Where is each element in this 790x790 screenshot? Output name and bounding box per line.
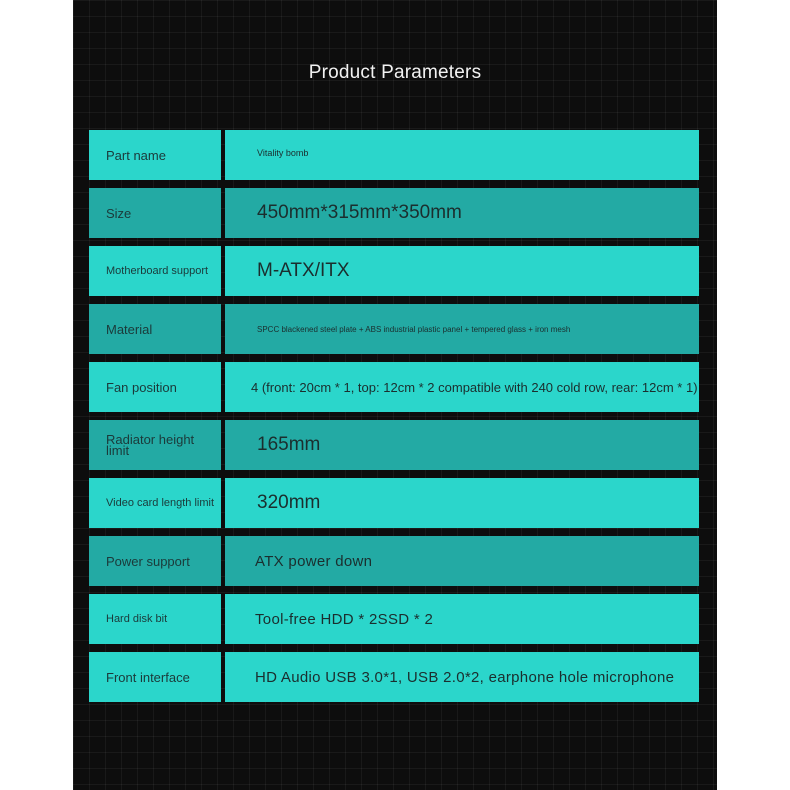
table-row-video-card-length-limit — [89, 478, 699, 528]
row-value: 320mm — [225, 478, 699, 528]
row-label: Front interface — [89, 652, 221, 702]
table-row-size — [89, 188, 699, 238]
page-title: Product Parameters — [308, 62, 482, 83]
table-row-hard-disk-bit — [89, 594, 699, 644]
row-label: Material — [89, 304, 221, 354]
table-row-power-support — [89, 536, 699, 586]
row-value: Tool-free HDD * 2SSD * 2 — [225, 594, 699, 644]
row-value: SPCC blackened steel plate + ABS industrial plastic panel + tempered glass + iron mesh — [225, 304, 699, 354]
row-label: Radiator height limit — [89, 420, 221, 470]
table-row-part-name — [89, 130, 699, 180]
table-row-fan-position — [89, 362, 699, 412]
table-row-motherboard-support — [89, 246, 699, 296]
row-value: 450mm*315mm*350mm — [225, 188, 699, 238]
row-label: Power support — [89, 536, 221, 586]
table-row-front-interface — [89, 652, 699, 702]
row-label: Video card length limit — [89, 478, 221, 528]
parameters-table — [89, 130, 699, 710]
row-label: Size — [89, 188, 221, 238]
row-label: Hard disk bit — [89, 594, 221, 644]
row-value: M-ATX/ITX — [225, 246, 699, 296]
row-value: 165mm — [225, 420, 699, 470]
row-value: Vitality bomb — [225, 130, 699, 180]
row-label: Part name — [89, 130, 221, 180]
table-row-radiator-height-limit — [89, 420, 699, 470]
row-value: HD Audio USB 3.0*1, USB 2.0*2, earphone hole microphone — [225, 652, 699, 702]
row-value: 4 (front: 20cm * 1, top: 12cm * 2 compatible with 240 cold row, rear: 12cm * 1) — [225, 362, 699, 412]
row-label: Fan position — [89, 362, 221, 412]
parameters-panel — [73, 0, 717, 790]
table-row-material — [89, 304, 699, 354]
row-label: Motherboard support — [89, 246, 221, 296]
row-value: ATX power down — [225, 536, 699, 586]
